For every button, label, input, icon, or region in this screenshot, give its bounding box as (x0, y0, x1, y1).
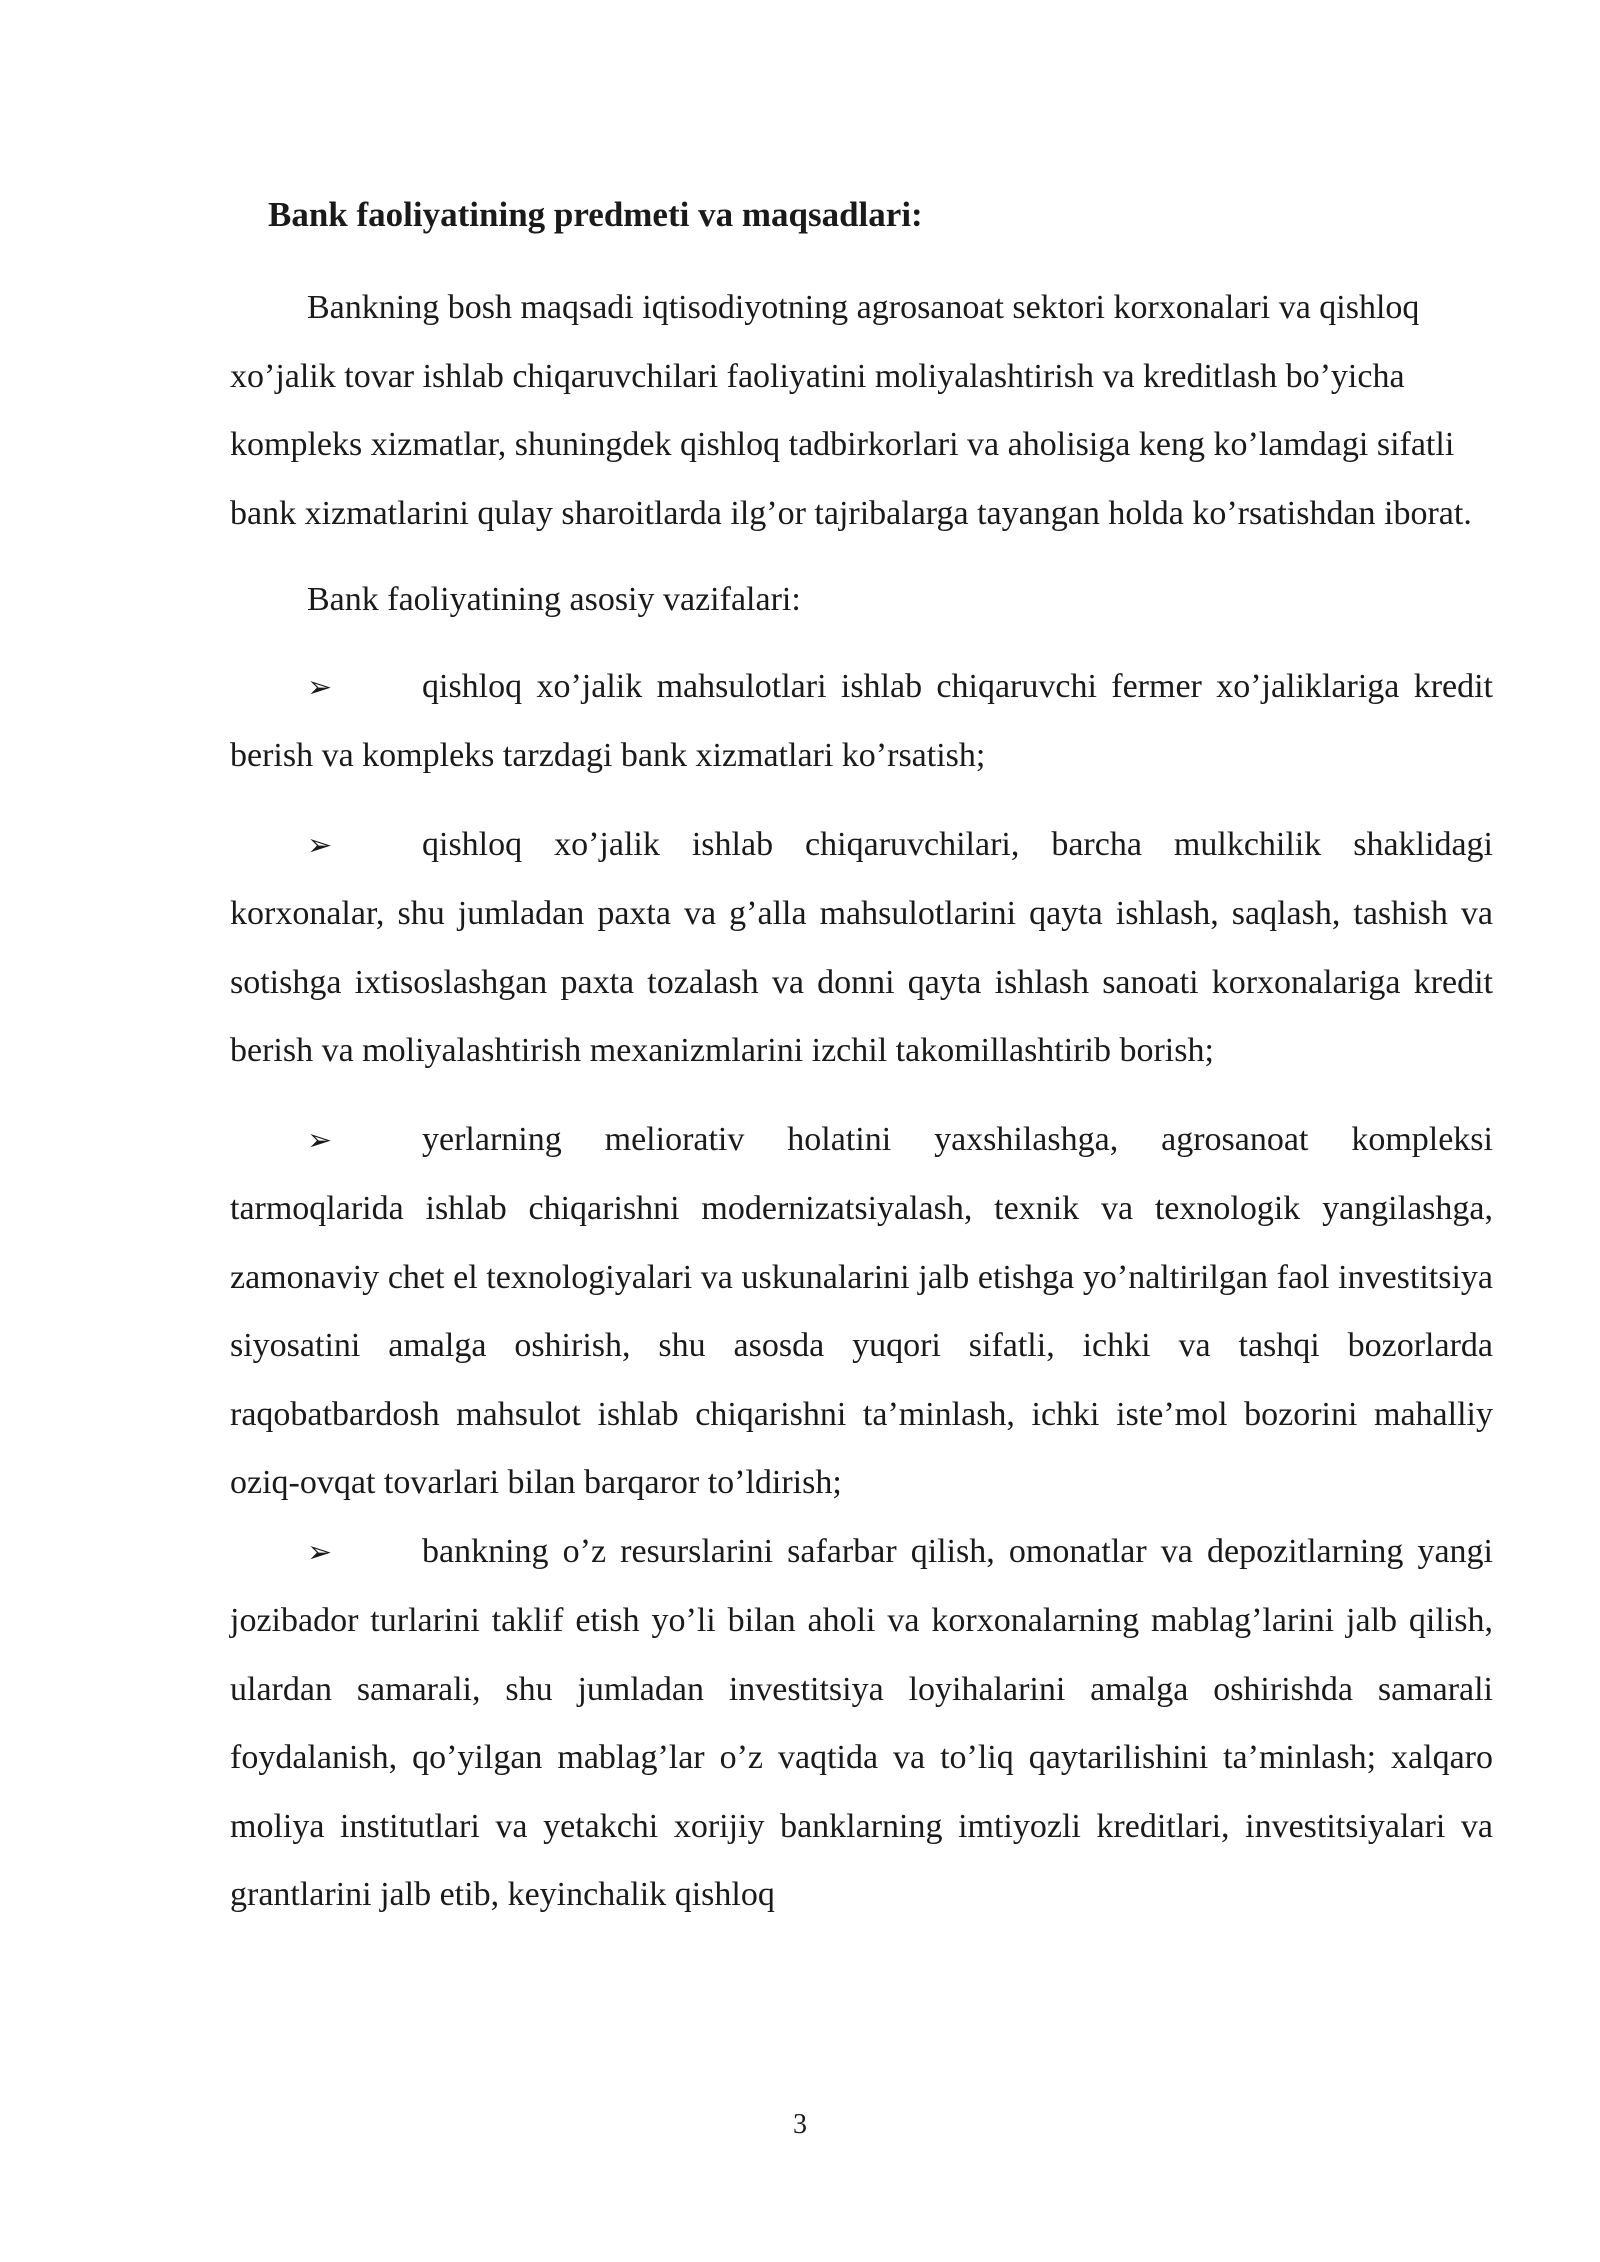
bullet-item (230, 811, 1493, 1086)
tasks-heading: Bank faoliyatining asosiy vazifalari: (307, 581, 801, 618)
document-body (230, 190, 1493, 1930)
arrowhead-bullet-icon: ➢ (307, 1534, 333, 1570)
bullet-text: yerlarning meliorativ holatini yaxshilashga, agrosanoat kompleksi tarmoqlarida ishlab chiqarishni modernizatsiyalash, texnik va texnologik yangilashga, zamonaviy chet el texnologiyalari va uskunalarini jalb etishga yoʼnaltirilgan faol investitsiya siyosatini amalga oshirish, shu asosda yuqori sifatli, ichki va tashqi bozorlarda raqobatbardosh mahsulot ishlab chiqarishni taʼminlash, ichki isteʼmol bozorini mahalliy oziq-ovqat tovarlari bilan barqaror toʼldirish; (230, 1120, 1493, 1501)
intro-paragraph: Bankning bosh maqsadi iqtisodiyotning agrosanoat sektori korxonalari va qishloq xoʼjalik tovar ishlab chiqaruvchilari faoliyatini moliyalashtirish va kreditlash boʼyicha kompleks xizmatlar, shuningdek qishloq tadbirkorlari va aholisiga keng koʼlamdagi sifatli bank xizmatlarini qulay sharoitlarda ilgʼor tajribalarga tayangan holda koʼrsatishdan iborat. (230, 289, 1472, 532)
page-number: 3 (793, 2109, 807, 2140)
arrowhead-bullet-icon: ➢ (307, 1122, 333, 1158)
bullet-text: qishloq xoʼjalik mahsulotlari ishlab chiqaruvchi fermer xoʼjaliklariga kredit berish va kompleks tarzdagi bank xizmatlari koʼrsatish; (230, 667, 1493, 774)
bullet-item (230, 653, 1493, 791)
bullet-text: qishloq xoʼjalik ishlab chiqaruvchilari, barcha mulkchilik shaklidagi korxonalar, shu jumladan paxta va gʼalla mahsulotlarini qayta ishlash, saqlash, tashish va sotishga ixtisoslashgan paxta tozalash va donni qayta ishlash sanoati korxonalariga kredit berish va moliyalashtirish mexanizmlarini izchil takomillashtirib borish; (230, 825, 1493, 1069)
bullet-item (230, 1106, 1493, 1518)
bullet-text: bankning oʼz resurslarini safarbar qilish, omonatlar va depozitlarning yangi jozibador turlarini taklif etish yoʼli bilan aholi va korxonalarning mablagʼlarini jalb qilish, ulardan samarali, shu jumladan investitsiya loyihalarini amalga oshirishda samarali foydalanish, qoʼyilgan mablagʼlar oʼz vaqtida va toʼliq qaytarilishini taʼminlash; xalqaro moliya institutlari va yetakchi xorijiy banklarning imtiyozli kreditlari, investitsiyalari va grantlarini jalb etib, keyinchalik qishloq (230, 1532, 1493, 1913)
section-heading: Bank faoliyatining predmeti va maqsadlari: (268, 195, 923, 234)
arrowhead-bullet-icon: ➢ (307, 827, 333, 863)
arrowhead-bullet-icon: ➢ (307, 669, 333, 705)
bullet-item (230, 1518, 1493, 1930)
